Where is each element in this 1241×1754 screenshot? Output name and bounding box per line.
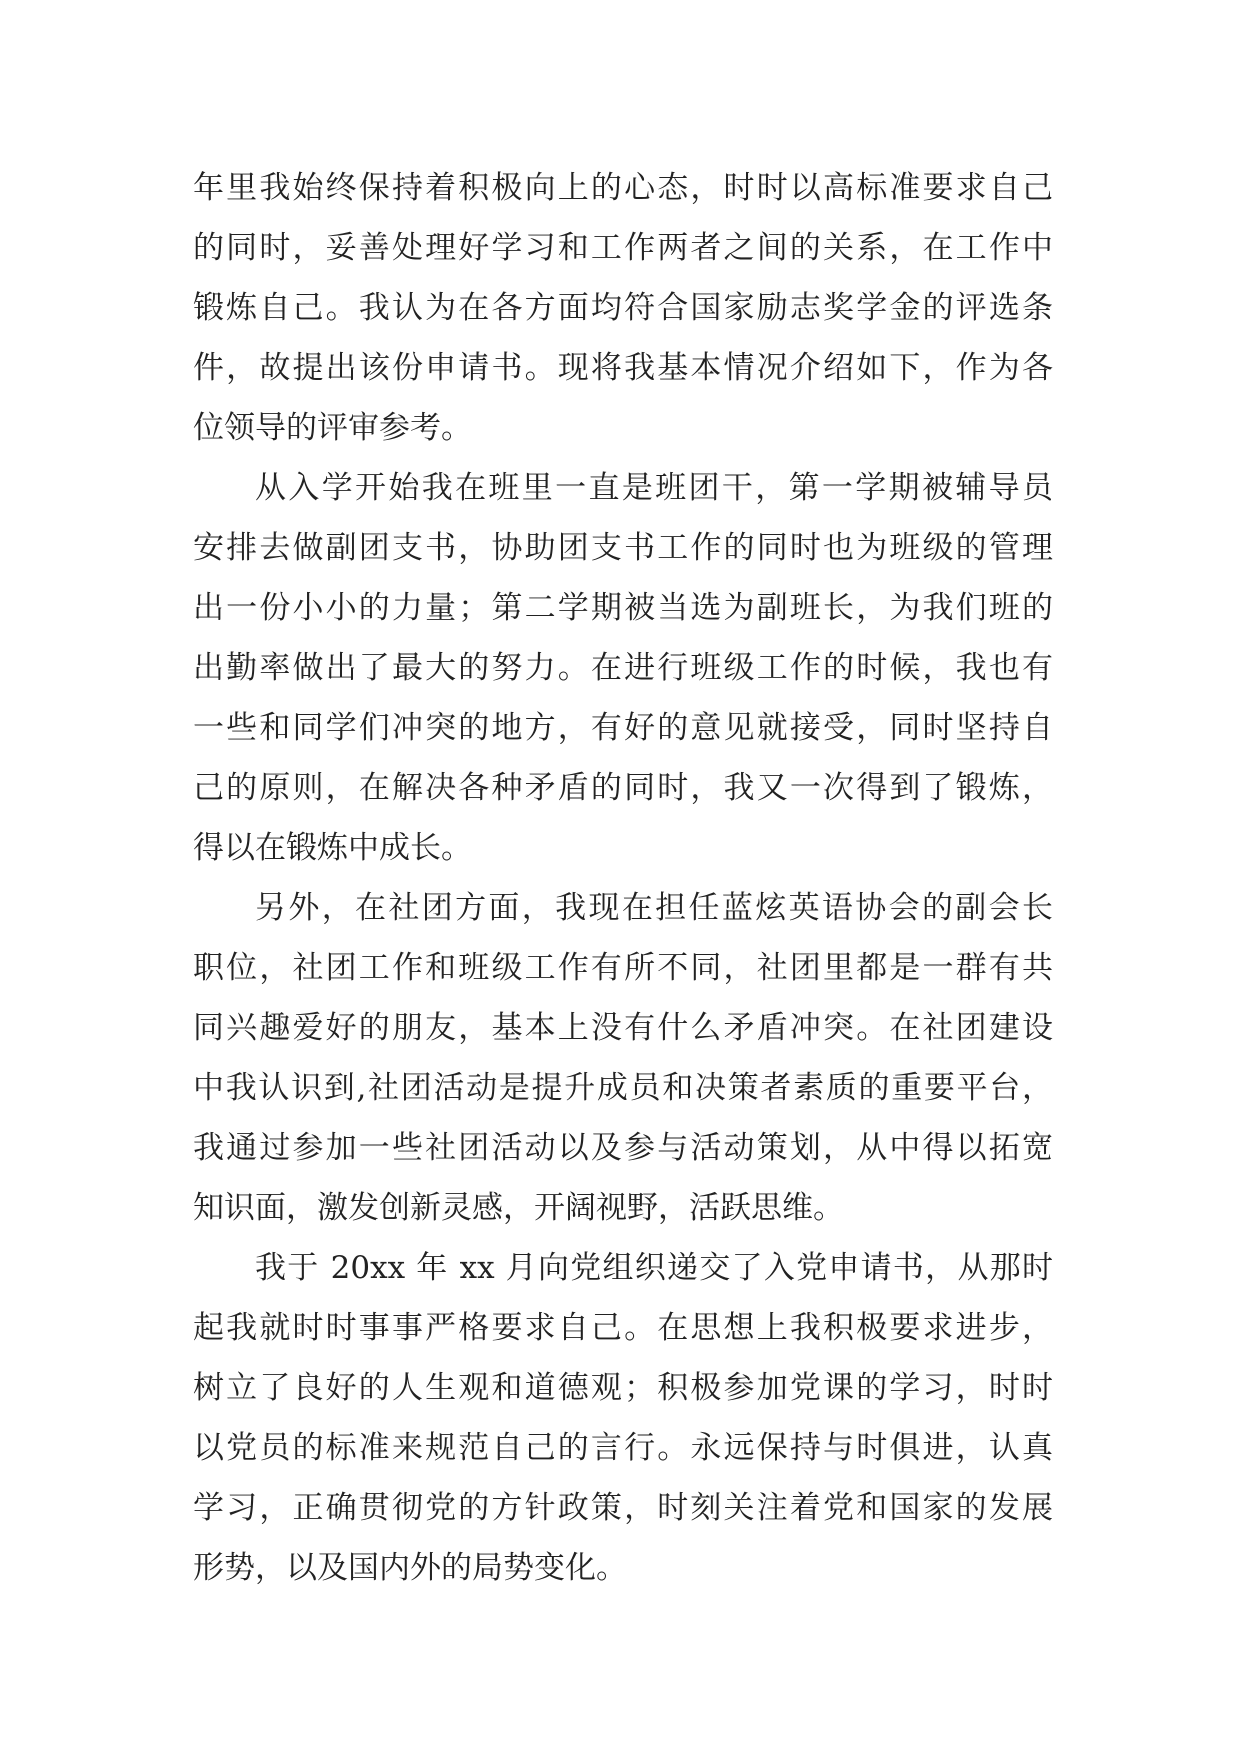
text-line: 形势，以及国内外的局势变化。 (193, 1550, 627, 1586)
text-line: 从入学开始我在班里一直是班团干，第一学期被辅导员 (255, 470, 1053, 506)
text-line: 的同时，妥善处理好学习和工作两者之间的关系，在工作中 (193, 230, 1053, 266)
text-line: 树立了良好的人生观和道德观；积极参加党课的学习，时时 (193, 1370, 1053, 1406)
text-line: 位领导的评审参考。 (193, 410, 472, 446)
text-line: 另外，在社团方面，我现在担任蓝炫英语协会的副会长 (255, 890, 1053, 926)
text-line: 件，故提出该份申请书。现将我基本情况介绍如下，作为各 (193, 350, 1053, 386)
text-line: 中我认识到,社团活动是提升成员和决策者素质的重要平台， (193, 1070, 1053, 1106)
paragraph-4 (193, 1238, 1053, 1598)
text-line: 职位，社团工作和班级工作有所不同，社团里都是一群有共 (193, 950, 1053, 986)
text-line: 知识面，激发创新灵感，开阔视野，活跃思维。 (193, 1190, 844, 1226)
text-line: 起我就时时事事严格要求自己。在思想上我积极要求进步， (193, 1310, 1053, 1346)
text-line: 得以在锻炼中成长。 (193, 830, 472, 866)
text-line: 我于 20xx 年 xx 月向党组织递交了入党申请书，从那时 (255, 1250, 1053, 1286)
text-line: 以党员的标准来规范自己的言行。永远保持与时俱进，认真 (193, 1430, 1053, 1466)
text-line: 出一份小小的力量；第二学期被当选为副班长，为我们班的 (193, 590, 1053, 626)
text-line: 我通过参加一些社团活动以及参与活动策划，从中得以拓宽 (193, 1130, 1053, 1166)
text-line: 学习，正确贯彻党的方针政策，时刻关注着党和国家的发展 (193, 1490, 1053, 1526)
text-line: 出勤率做出了最大的努力。在进行班级工作的时候，我也有 (193, 650, 1053, 686)
document-body (193, 158, 1053, 1598)
paragraph-3 (193, 878, 1053, 1238)
text-line: 同兴趣爱好的朋友，基本上没有什么矛盾冲突。在社团建设 (193, 1010, 1053, 1046)
text-line: 一些和同学们冲突的地方，有好的意见就接受，同时坚持自 (193, 710, 1053, 746)
paragraph-1 (193, 158, 1053, 458)
text-line: 锻炼自己。我认为在各方面均符合国家励志奖学金的评选条 (193, 290, 1053, 326)
text-line: 安排去做副团支书，协助团支书工作的同时也为班级的管理 (193, 530, 1053, 566)
text-line: 己的原则，在解决各种矛盾的同时，我又一次得到了锻炼， (193, 770, 1053, 806)
text-line: 年里我始终保持着积极向上的心态，时时以高标准要求自己 (193, 170, 1053, 206)
paragraph-2 (193, 458, 1053, 878)
